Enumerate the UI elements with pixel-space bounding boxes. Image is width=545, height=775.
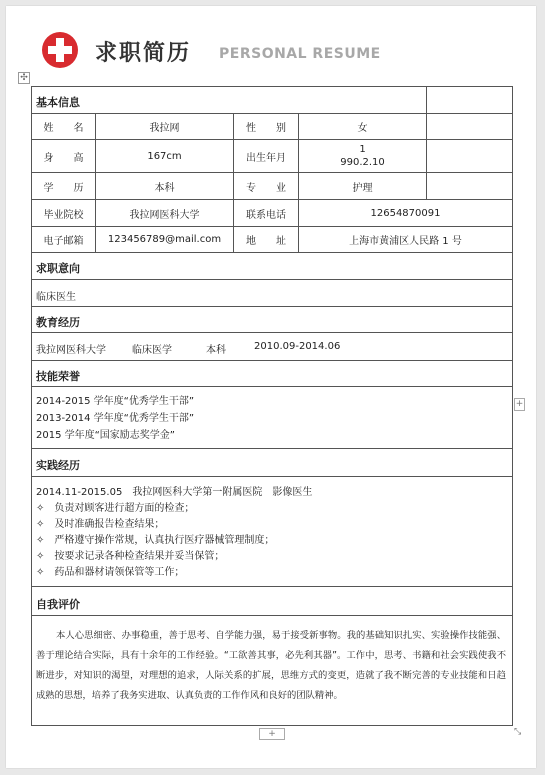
- intention-row: [32, 280, 512, 307]
- practice-header-row: [32, 449, 512, 477]
- resume-subtitle: PERSONAL RESUME: [219, 46, 381, 62]
- list-item[interactable]: ✧ 及时准确报告检查结果；: [36, 519, 165, 530]
- table-move-handle-icon[interactable]: ✣: [18, 72, 30, 84]
- name-value[interactable]: 我拉网: [96, 114, 234, 139]
- honors-row: [32, 387, 512, 449]
- major-value[interactable]: 护理: [299, 173, 427, 199]
- education-period[interactable]: 2010.09-2014.06: [254, 341, 341, 352]
- evaluation-text[interactable]: 本人心思细密、办事稳重，善于思考、自学能力强，易于接受新事物。我的基础知识扎实、实验操作技能强、善于理论结合实际，具有十余年的工作经验。“工欲善其事，必先利其器”。工作中，思考、书籍和社会实践使我不断进步，对知识的渴望，对理想的追求，人际关系的扩展，思维方式的变更，造就了我不断完善的专业技能和日趋成熟的思想，培养了我务实进取、认真负责的工作作风和良好的团队精神。: [36, 630, 506, 701]
- gender-value[interactable]: 女: [299, 114, 427, 139]
- table-resize-icon[interactable]: ⤡: [514, 727, 522, 737]
- school-label: 毕业院校: [32, 200, 96, 226]
- education-header-row: [32, 307, 512, 333]
- table-row: [32, 200, 512, 227]
- list-item[interactable]: 2013-2014 学年度“优秀学生干部”: [36, 413, 195, 424]
- education-school[interactable]: 我拉网医科大学: [36, 345, 106, 356]
- education-label: 学 历: [32, 173, 96, 199]
- basic-info-header-row: [32, 87, 512, 114]
- birth-value[interactable]: [299, 140, 427, 172]
- add-column-icon[interactable]: +: [515, 399, 524, 409]
- list-item[interactable]: ✧ 药品和器材请领保管等工作；: [36, 567, 185, 578]
- name-label: 姓 名: [32, 114, 96, 139]
- school-value[interactable]: 我拉网医科大学: [96, 200, 234, 226]
- table-row: [32, 227, 512, 253]
- list-item[interactable]: ✧ 按要求记录各种检查结果并妥当保管；: [36, 551, 225, 562]
- address-value[interactable]: 上海市黄浦区人民路 1 号: [349, 236, 462, 247]
- practice-row: [32, 477, 512, 587]
- evaluation-title: 自我评价: [36, 598, 80, 611]
- evaluation-row: [32, 616, 512, 725]
- practice-title: 实践经历: [36, 459, 80, 472]
- birth-label: 出生年月: [234, 140, 299, 172]
- email-label: 电子邮箱: [32, 227, 96, 252]
- resume-table: [31, 86, 513, 726]
- intention-header-row: [32, 253, 512, 280]
- phone-value[interactable]: 12654870091: [370, 207, 441, 219]
- intention-title: 求职意向: [36, 262, 80, 275]
- list-item[interactable]: 2014-2015 学年度“优秀学生干部”: [36, 396, 195, 407]
- education-value[interactable]: 本科: [96, 173, 234, 199]
- add-row-icon[interactable]: +: [259, 728, 285, 740]
- birth-value-line2: 990.2.10: [340, 157, 385, 168]
- list-item[interactable]: 2015 学年度“国家励志奖学金”: [36, 430, 175, 441]
- address-label: 地 址: [234, 227, 299, 252]
- list-item[interactable]: ✧ 严格遵守操作常规，认真执行医疗器械管理制度；: [36, 535, 275, 546]
- major-label: 专 业: [234, 173, 299, 199]
- table-row: [32, 173, 512, 200]
- education-row: [32, 333, 512, 361]
- gender-label: 性 别: [234, 114, 299, 139]
- education-title: 教育经历: [36, 316, 80, 329]
- table-row: [32, 140, 512, 173]
- medical-cross-logo-icon: [42, 32, 78, 68]
- email-value[interactable]: 123456789@mail.com: [96, 227, 234, 252]
- evaluation-header-row: [32, 587, 512, 616]
- height-value[interactable]: 167cm: [96, 140, 234, 172]
- basic-info-title: 基本信息: [36, 96, 80, 109]
- education-degree[interactable]: 本科: [206, 345, 226, 356]
- intention-value[interactable]: 临床医生: [36, 292, 76, 303]
- table-row: [32, 114, 512, 140]
- honors-title: 技能荣誉: [36, 370, 80, 383]
- phone-label: 联系电话: [234, 200, 299, 226]
- honors-header-row: [32, 361, 512, 387]
- birth-value-line1: 1: [359, 144, 366, 155]
- height-label: 身 高: [32, 140, 96, 172]
- education-major[interactable]: 临床医学: [132, 345, 172, 356]
- list-item[interactable]: ✧ 负责对顾客进行超方面的检查；: [36, 503, 195, 514]
- resume-title: 求职简历: [95, 41, 192, 66]
- practice-heading[interactable]: 2014.11-2015.05 我拉网医科大学第一附属医院 影像医生: [36, 487, 313, 498]
